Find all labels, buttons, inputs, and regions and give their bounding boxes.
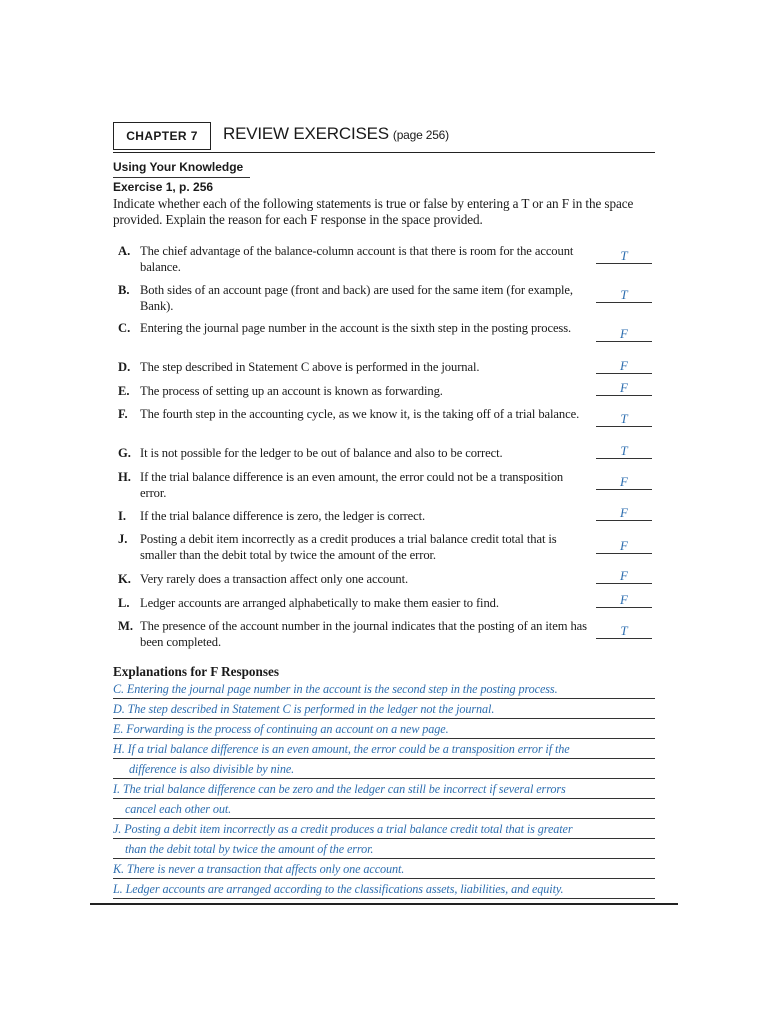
statement-text: Ledger accounts are arranged alphabetically to make them easier to find. (140, 596, 499, 610)
answer-field[interactable]: F (596, 381, 652, 396)
answer-field[interactable]: F (596, 569, 652, 584)
statement-letter: G. (118, 446, 131, 460)
answer-field[interactable]: F (596, 327, 652, 342)
explanation-line[interactable]: E. Forwarding is the process of continuing an account on a new page. (113, 720, 655, 739)
statement-letter: D. (118, 360, 131, 374)
statement-text: Posting a debit item incorrectly as a credit produces a trial balance credit total that is smaller than the debit total by twice the amount of the error. (140, 532, 557, 562)
statement-letter: E. (118, 384, 130, 398)
section-heading-rule (113, 177, 250, 178)
page-reference: (page 256) (392, 128, 449, 142)
statement-letter: M. (118, 619, 134, 633)
explanations-heading: Explanations for F Responses (113, 664, 279, 679)
answer-field[interactable]: T (596, 288, 652, 303)
statement-letter: L. (118, 596, 130, 610)
explanation-line[interactable]: than the debit total by twice the amount of the error. (113, 840, 655, 859)
statement-letter: C. (118, 321, 131, 335)
chapter-label: CHAPTER 7 (113, 122, 211, 150)
statement-letter: B. (118, 283, 130, 297)
statement-letter: F. (118, 407, 128, 421)
statement-text: It is not possible for the ledger to be out of balance and also to be correct. (140, 446, 503, 460)
explanation-line[interactable]: K. There is never a transaction that affects only one account. (113, 860, 655, 879)
instructions: Indicate whether each of the following statements is true or false by entering a T or an F in the space provided. Explain the reason for each F response in the space provided. (113, 196, 634, 227)
explanation-line[interactable]: cancel each other out. (113, 800, 655, 819)
statement-text: If the trial balance difference is zero, the ledger is correct. (140, 509, 426, 523)
statement-letter: H. (118, 470, 131, 484)
explanation-line[interactable]: D. The step described in Statement C is performed in the ledger not the journal. (113, 700, 655, 719)
answer-field[interactable]: F (596, 506, 652, 521)
answer-field[interactable]: T (596, 249, 652, 264)
answer-field[interactable]: T (596, 412, 652, 427)
explanation-line[interactable]: C. Entering the journal page number in the account is the second step in the posting process. (113, 680, 655, 699)
answer-field[interactable]: F (596, 475, 652, 490)
review-exercises-title: REVIEW EXERCISES (223, 124, 389, 143)
answer-field[interactable]: F (596, 359, 652, 374)
answer-field[interactable]: F (596, 539, 652, 554)
statement-text: The process of setting up an account is known as forwarding. (140, 384, 443, 398)
statement-letter: I. (118, 509, 127, 523)
exercise-heading: Exercise 1, p. 256 (113, 180, 214, 194)
statement-text: Entering the journal page number in the account is the sixth step in the posting process. (140, 321, 572, 335)
statement-text: If the trial balance difference is an even amount, the error could not be a transposition error. (140, 470, 564, 500)
statement-text: Very rarely does a transaction affect only one account. (140, 572, 409, 586)
explanation-line[interactable]: L. Ledger accounts are arranged according to the classifications assets, liabilities, and equity. (113, 880, 655, 899)
page-title (223, 124, 449, 144)
statement-text: The chief advantage of the balance-column account is that there is room for the account balance. (140, 244, 574, 274)
answer-field[interactable]: F (596, 593, 652, 608)
explanation-line[interactable]: H. If a trial balance difference is an even amount, the error could be a transposition error if the (113, 740, 655, 759)
explanation-line[interactable]: difference is also divisible by nine. (113, 760, 655, 779)
page-bottom-rule (90, 903, 678, 905)
explanation-line[interactable]: I. The trial balance difference can be zero and the ledger can still be incorrect if several errors (113, 780, 655, 799)
statement-letter: K. (118, 572, 131, 586)
answer-field[interactable]: T (596, 624, 652, 639)
answer-field[interactable]: T (596, 444, 652, 459)
section-heading: Using Your Knowledge (113, 160, 244, 174)
statement-letter: J. (118, 532, 128, 546)
explanation-line[interactable]: J. Posting a debit item incorrectly as a credit produces a trial balance credit total that is greater (113, 820, 655, 839)
statement-letter: A. (118, 244, 131, 258)
statement-text: The step described in Statement C above is performed in the journal. (140, 360, 480, 374)
statement-text: Both sides of an account page (front and back) are used for the same item (for example, Bank). (140, 283, 573, 313)
chapter-header (113, 122, 655, 153)
statement-text: The presence of the account number in the journal indicates that the posting of an item has been completed. (140, 619, 587, 649)
statement-text: The fourth step in the accounting cycle, as we know it, is the taking off of a trial balance. (140, 407, 580, 421)
